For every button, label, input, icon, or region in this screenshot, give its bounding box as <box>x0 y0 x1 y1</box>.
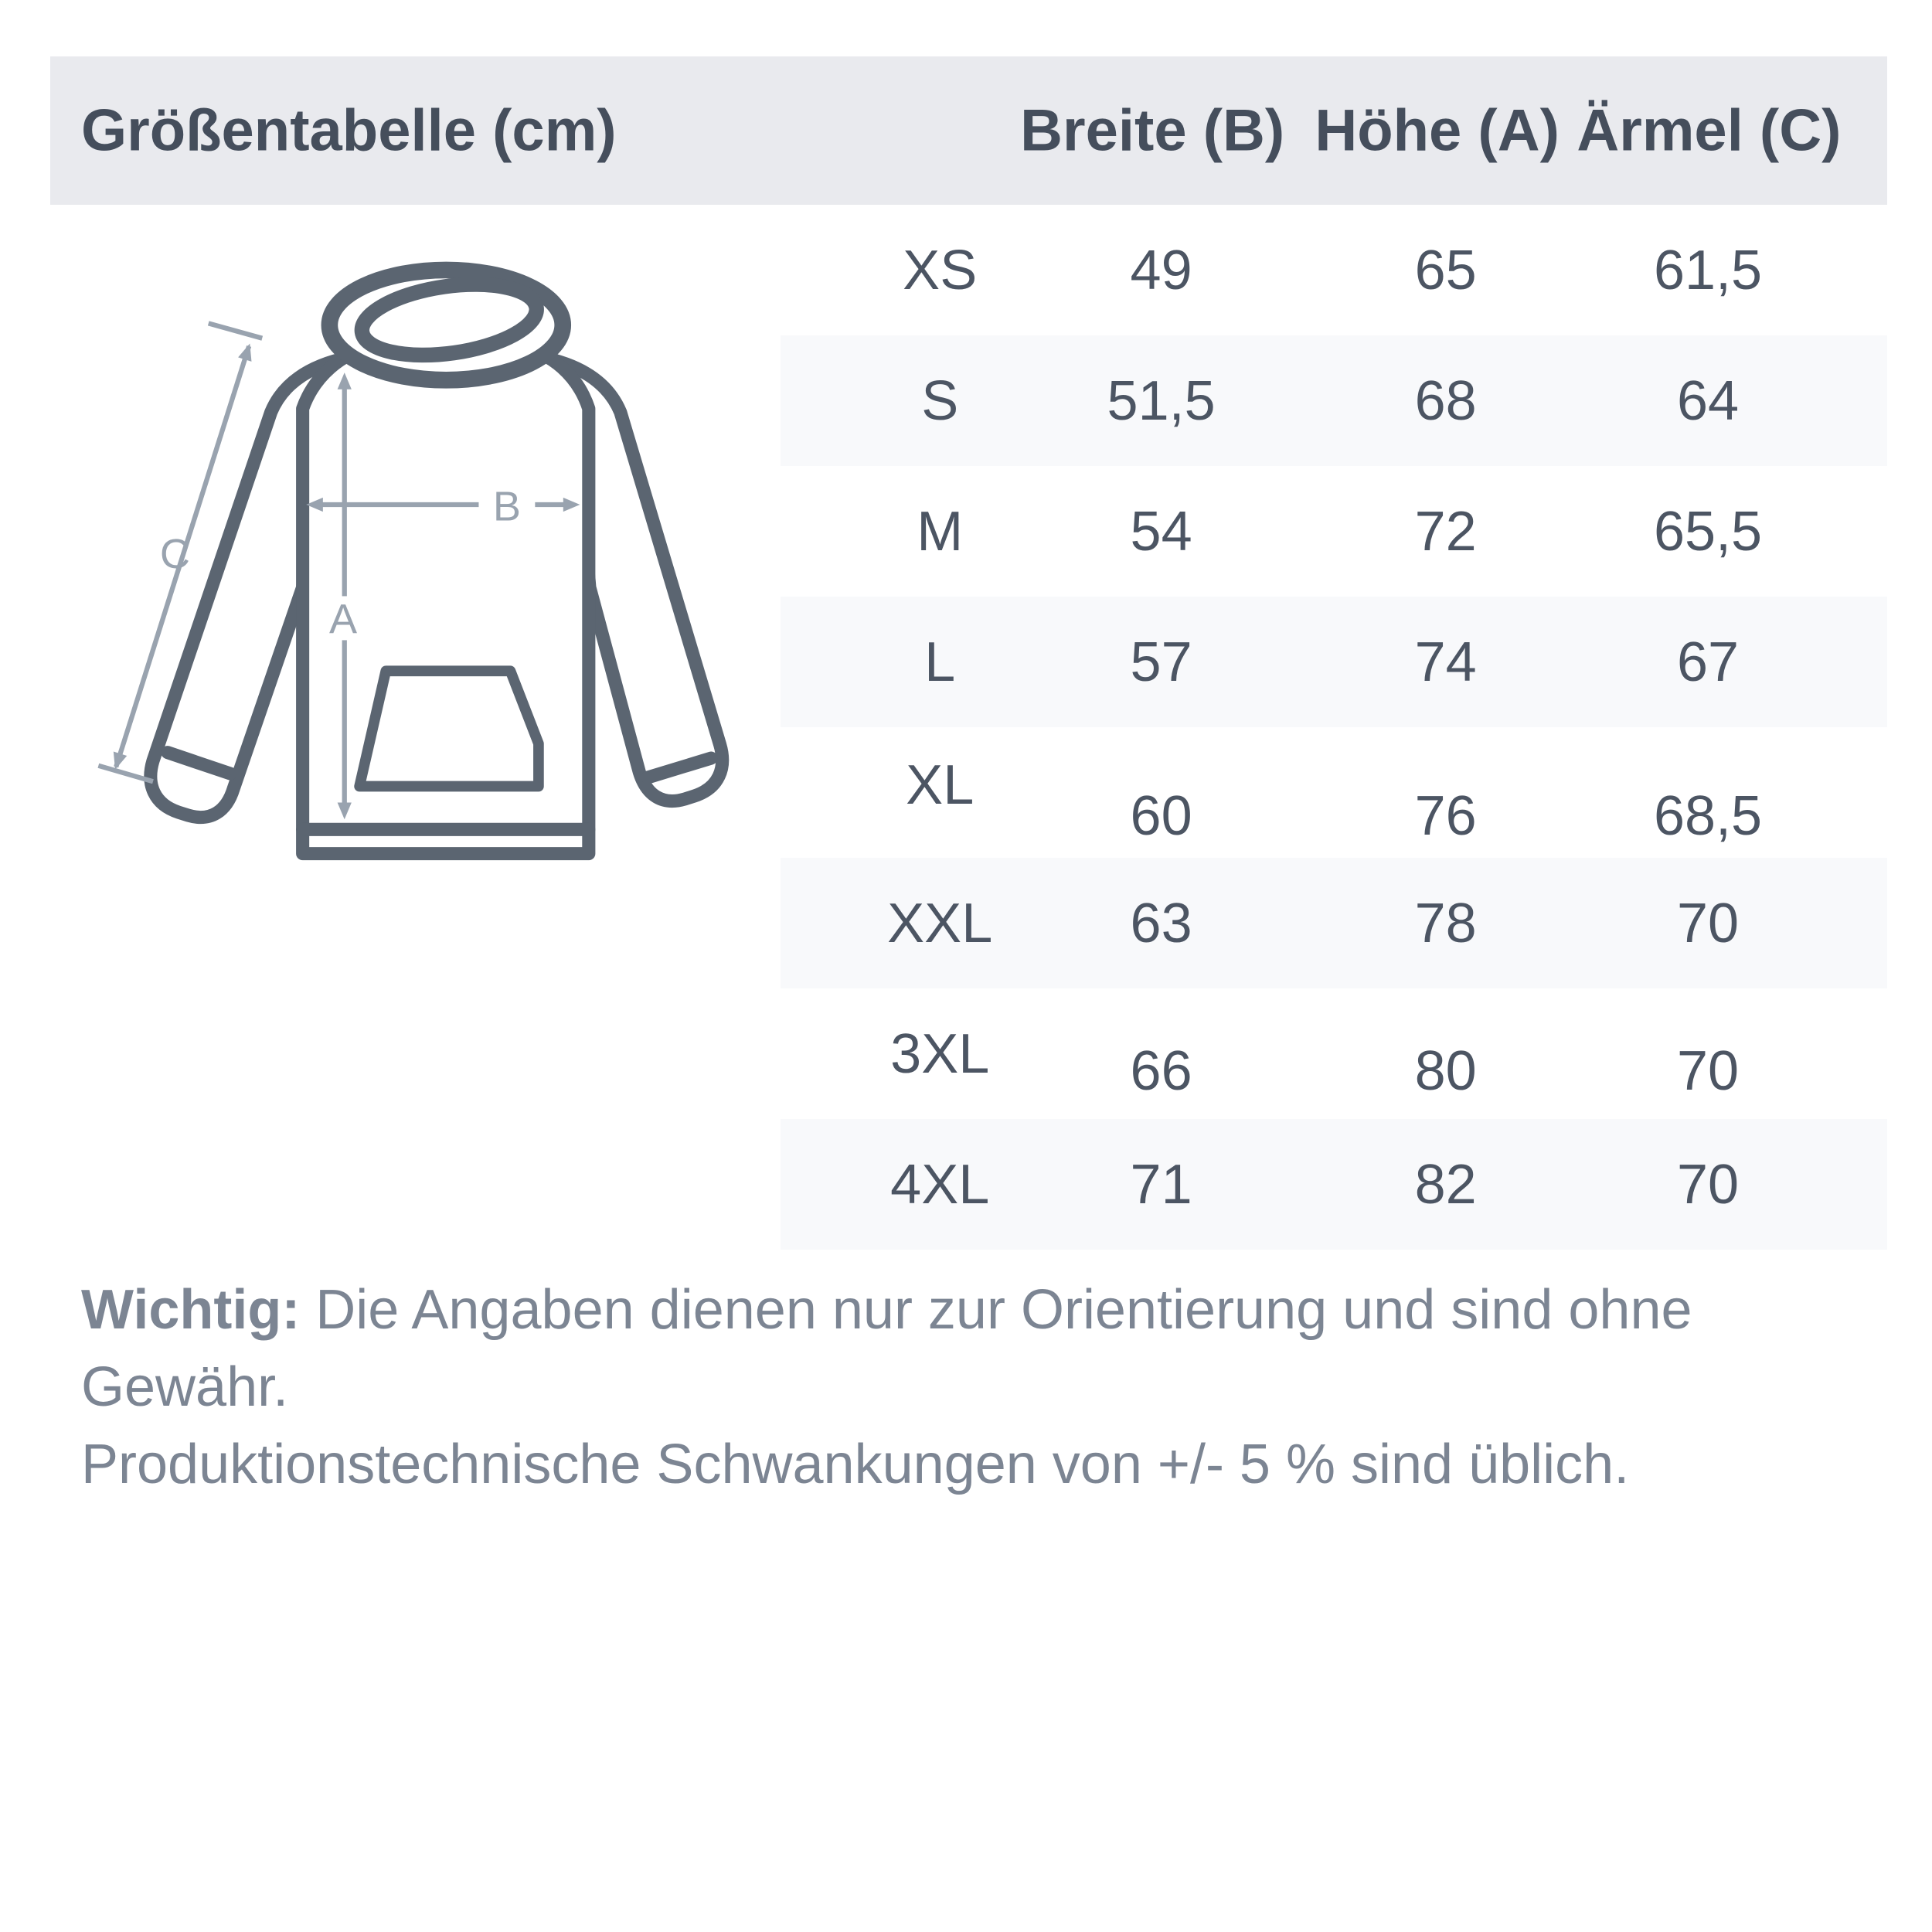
aermel-value: 70 <box>1676 892 1740 954</box>
arrowhead-c-top <box>238 342 257 362</box>
size-label: 3XL <box>890 1022 990 1085</box>
hoehe-value: 76 <box>1414 784 1477 847</box>
disclaimer-line1: Die Angaben dienen nur zur Orientierung und sind ohne Gewähr. <box>81 1279 1692 1418</box>
breite-value: 49 <box>1130 239 1192 301</box>
hoodie-measurement-diagram <box>77 201 757 866</box>
measure-label-c: C <box>159 530 191 577</box>
column-header-aermel: Ärmel (C) <box>1577 97 1842 164</box>
breite-value: 63 <box>1130 892 1192 954</box>
aermel-value: 70 <box>1676 1039 1740 1102</box>
size-table <box>781 205 1887 1250</box>
table-row-s <box>781 335 1887 466</box>
disclaimer-note <box>81 1271 1889 1503</box>
aermel-value: 70 <box>1676 1153 1740 1216</box>
table-row-m <box>781 466 1887 597</box>
hoodie-pocket <box>359 671 539 786</box>
table-row-xxl <box>781 858 1887 988</box>
breite-value: 54 <box>1130 500 1192 563</box>
hoodie-diagram-svg <box>77 201 757 866</box>
table-row-l <box>781 597 1887 727</box>
breite-value: 66 <box>1130 1039 1192 1102</box>
breite-value: 57 <box>1130 631 1192 693</box>
aermel-value: 68,5 <box>1653 784 1763 847</box>
disclaimer-prefix: Wichtig: <box>81 1279 301 1341</box>
breite-value: 51,5 <box>1107 369 1216 432</box>
aermel-value: 65,5 <box>1653 500 1763 563</box>
breite-value: 71 <box>1130 1153 1192 1216</box>
measure-label-a: A <box>328 596 358 643</box>
hoehe-value: 68 <box>1414 369 1477 432</box>
size-label: XS <box>903 239 978 301</box>
size-label: XXL <box>887 892 993 954</box>
hoehe-value: 80 <box>1414 1039 1477 1102</box>
table-header-bar <box>50 56 1887 205</box>
aermel-value: 61,5 <box>1653 239 1763 301</box>
column-header-hoehe: Höhe (A) <box>1315 97 1560 164</box>
hoehe-value: 82 <box>1414 1153 1477 1216</box>
breite-value: 60 <box>1130 784 1192 847</box>
table-row-4xl <box>781 1119 1887 1250</box>
page-title: Größentabelle (cm) <box>81 97 617 164</box>
size-label: M <box>917 500 964 563</box>
measure-label-b: B <box>492 483 521 530</box>
table-row-xs <box>781 205 1887 335</box>
disclaimer-line2: Produktionstechnische Schwankungen von +/- 5 % sind üblich. <box>81 1434 1630 1495</box>
size-label: 4XL <box>890 1153 990 1216</box>
aermel-value: 64 <box>1676 369 1740 432</box>
measure-c-tick-top <box>209 323 262 338</box>
hoehe-value: 78 <box>1414 892 1477 954</box>
hoehe-value: 72 <box>1414 500 1477 563</box>
size-label: XL <box>906 753 975 816</box>
table-row-3xl <box>781 988 1887 1119</box>
hoehe-value: 74 <box>1414 631 1477 693</box>
size-label: L <box>924 631 956 693</box>
table-row-xl <box>781 727 1887 858</box>
hoehe-value: 65 <box>1414 239 1477 301</box>
size-label: S <box>921 369 959 432</box>
column-header-breite: Breite (B) <box>1020 97 1285 164</box>
aermel-value: 67 <box>1676 631 1740 693</box>
